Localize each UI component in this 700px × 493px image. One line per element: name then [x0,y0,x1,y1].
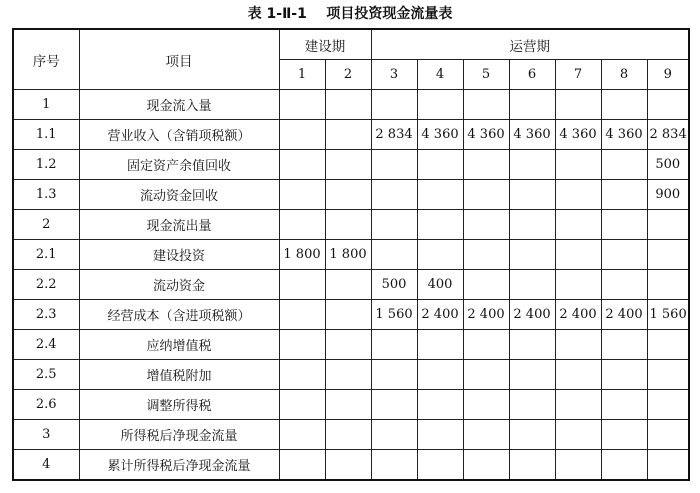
value-cell [601,210,647,240]
value-cell [325,390,371,420]
value-cell [325,330,371,360]
row-seq-cell: 1.1 [13,120,79,150]
value-cell [555,90,601,120]
value-cell [417,150,463,180]
value-cell: 1 800 [325,240,371,270]
table-row [13,390,689,420]
value-cell [279,330,325,360]
value-cell: 400 [417,270,463,300]
value-cell [371,450,417,481]
row-seq-cell: 1.2 [13,150,79,180]
value-cell: 4 360 [601,120,647,150]
table-row [13,180,689,210]
value-cell [325,270,371,300]
value-cell [555,360,601,390]
header-operation-period: 运营期 [371,29,689,60]
header-period: 7 [555,60,601,90]
value-cell [463,360,509,390]
value-cell [417,180,463,210]
value-cell: 2 400 [601,300,647,330]
value-cell [325,180,371,210]
value-cell: 2 400 [509,300,555,330]
value-cell [555,420,601,450]
value-cell [601,360,647,390]
row-seq-cell: 2 [13,210,79,240]
value-cell [509,210,555,240]
row-item-cell: 增值税附加 [79,360,279,390]
table-row [13,120,689,150]
header-period: 1 [279,60,325,90]
value-cell [647,240,689,270]
value-cell [371,210,417,240]
value-cell [417,420,463,450]
value-cell [463,90,509,120]
value-cell [279,390,325,420]
table-row [13,330,689,360]
value-cell [647,90,689,120]
value-cell: 2 834 [371,120,417,150]
value-cell [601,420,647,450]
value-cell: 2 400 [555,300,601,330]
value-cell [325,150,371,180]
header-period: 5 [463,60,509,90]
value-cell [463,390,509,420]
value-cell [601,150,647,180]
value-cell [509,390,555,420]
value-cell [509,180,555,210]
value-cell [555,210,601,240]
table-row [13,90,689,120]
value-cell [647,330,689,360]
value-cell [417,390,463,420]
value-cell [555,390,601,420]
value-cell [279,270,325,300]
value-cell [279,90,325,120]
header-construction-period: 建设期 [279,29,371,60]
value-cell [371,360,417,390]
value-cell [371,330,417,360]
table-row [13,360,689,390]
value-cell [417,90,463,120]
header-period: 8 [601,60,647,90]
table-row [13,240,689,270]
value-cell [463,180,509,210]
value-cell: 500 [647,150,689,180]
header-period: 4 [417,60,463,90]
header-row-group [13,29,689,60]
value-cell [325,120,371,150]
value-cell [555,330,601,360]
table-row [13,420,689,450]
row-item-cell: 流动资金 [79,270,279,300]
value-cell [279,450,325,481]
value-cell [325,450,371,481]
value-cell [647,270,689,300]
value-cell [371,180,417,210]
value-cell [509,360,555,390]
header-period: 3 [371,60,417,90]
value-cell [279,120,325,150]
value-cell [463,240,509,270]
value-cell [509,270,555,300]
value-cell [279,360,325,390]
value-cell [325,360,371,390]
header-period: 6 [509,60,555,90]
row-item-cell: 累计所得税后净现金流量 [79,450,279,481]
value-cell [555,450,601,481]
value-cell [279,210,325,240]
value-cell: 2 400 [463,300,509,330]
value-cell [463,150,509,180]
value-cell [509,330,555,360]
row-seq-cell: 1.3 [13,180,79,210]
row-item-cell: 固定资产余值回收 [79,150,279,180]
value-cell [279,150,325,180]
value-cell [509,90,555,120]
value-cell: 4 360 [555,120,601,150]
value-cell [417,240,463,270]
value-cell [325,90,371,120]
row-seq-cell: 2.2 [13,270,79,300]
value-cell [509,150,555,180]
header-item: 项目 [79,29,279,90]
value-cell [601,330,647,360]
header-period: 2 [325,60,371,90]
value-cell: 4 360 [417,120,463,150]
value-cell [509,420,555,450]
value-cell [601,390,647,420]
table-row [13,450,689,481]
value-cell [601,90,647,120]
value-cell [417,450,463,481]
value-cell [417,330,463,360]
value-cell [555,150,601,180]
row-seq-cell: 4 [13,450,79,481]
row-item-cell: 现金流出量 [79,210,279,240]
value-cell [325,300,371,330]
row-item-cell: 调整所得税 [79,390,279,420]
row-item-cell: 经营成本（含进项税额） [79,300,279,330]
row-seq-cell: 1 [13,90,79,120]
value-cell: 1 800 [279,240,325,270]
value-cell: 4 360 [463,120,509,150]
value-cell [325,210,371,240]
row-seq-cell: 2.1 [13,240,79,270]
value-cell [601,180,647,210]
row-item-cell: 营业收入（含销项税额） [79,120,279,150]
value-cell [601,450,647,481]
value-cell [371,240,417,270]
row-seq-cell: 3 [13,420,79,450]
row-seq-cell: 2.5 [13,360,79,390]
value-cell [325,420,371,450]
table-row [13,270,689,300]
value-cell [555,180,601,210]
cash-flow-table [12,28,690,481]
table-caption: 表 1-Ⅱ-1 项目投资现金流量表 [247,6,453,22]
value-cell: 2 400 [417,300,463,330]
value-cell [463,270,509,300]
row-item-cell: 所得税后净现金流量 [79,420,279,450]
value-cell: 900 [647,180,689,210]
value-cell [647,390,689,420]
value-cell [647,210,689,240]
value-cell [463,450,509,481]
value-cell [463,210,509,240]
header-seq: 序号 [13,29,79,90]
table-row [13,300,689,330]
row-item-cell: 流动资金回收 [79,180,279,210]
value-cell [371,150,417,180]
value-cell: 500 [371,270,417,300]
table-row [13,210,689,240]
value-cell [555,240,601,270]
row-seq-cell: 2.6 [13,390,79,420]
value-cell: 4 360 [509,120,555,150]
value-cell: 1 560 [647,300,689,330]
table-body [13,90,689,481]
row-item-cell: 应纳增值税 [79,330,279,360]
value-cell: 1 560 [371,300,417,330]
value-cell [371,90,417,120]
value-cell [647,360,689,390]
table-row [13,150,689,180]
row-item-cell: 现金流入量 [79,90,279,120]
value-cell [509,450,555,481]
value-cell [647,420,689,450]
value-cell [417,360,463,390]
row-seq-cell: 2.3 [13,300,79,330]
value-cell [279,420,325,450]
value-cell [463,420,509,450]
value-cell [279,300,325,330]
value-cell [647,450,689,481]
value-cell [601,270,647,300]
value-cell [463,330,509,360]
value-cell [601,240,647,270]
header-period: 9 [647,60,689,90]
value-cell [279,180,325,210]
value-cell [371,390,417,420]
row-item-cell: 建设投资 [79,240,279,270]
value-cell [371,420,417,450]
value-cell [555,270,601,300]
value-cell: 2 834 [647,120,689,150]
value-cell [509,240,555,270]
row-seq-cell: 2.4 [13,330,79,360]
value-cell [417,210,463,240]
